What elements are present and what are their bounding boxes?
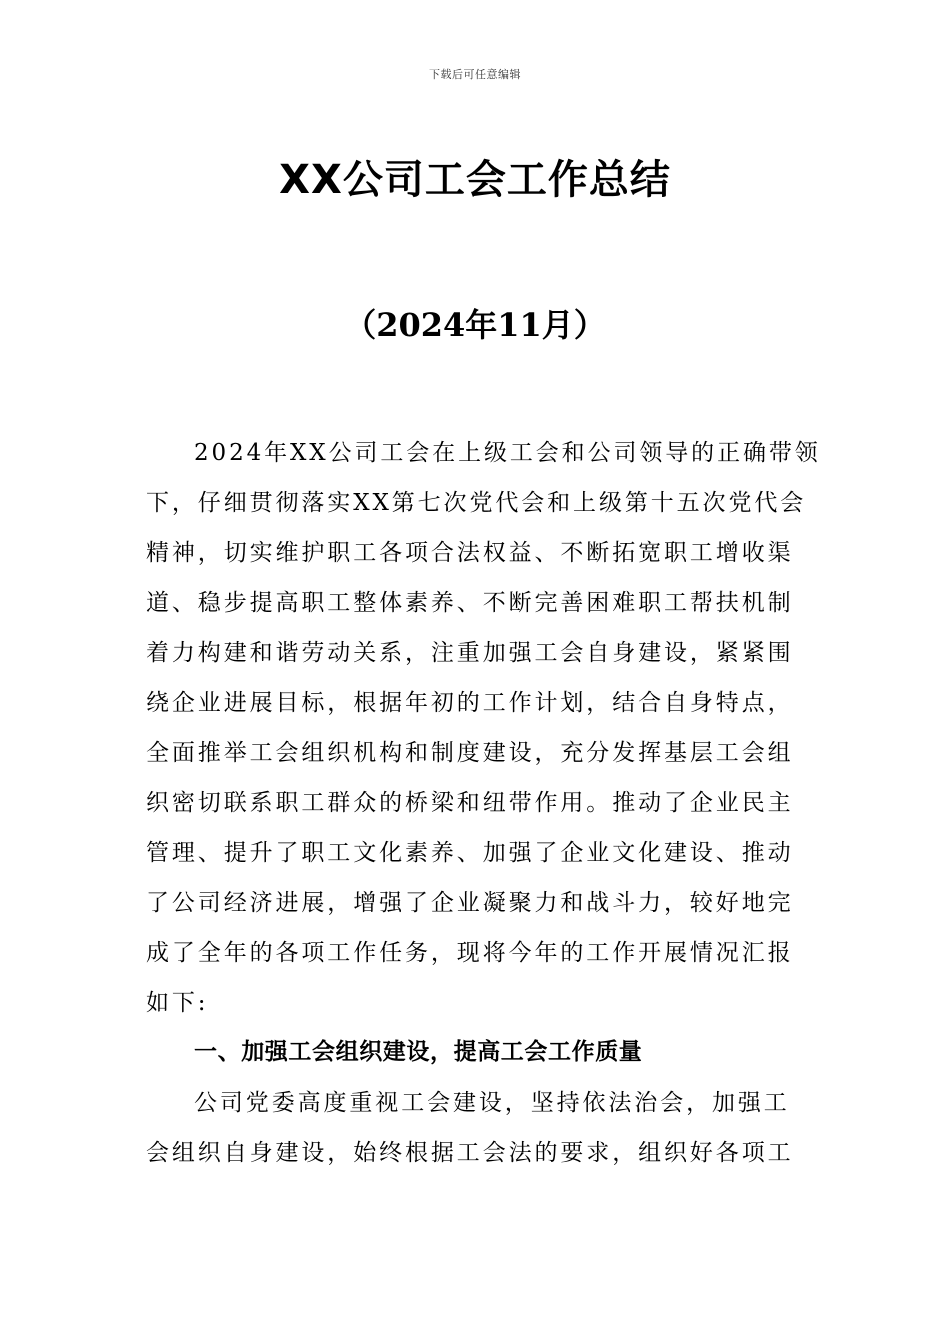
intro-paragraph (146, 428, 821, 1028)
paragraph-line: 管理、提升了职工文化素养、加强了企业文化建设、推动 (146, 840, 794, 866)
paragraph-line: 全面推举工会组织机构和制度建设，充分发挥基层工会组 (146, 740, 794, 766)
paragraph-line: 2024年XX公司工会在上级工会和公司领导的正确带领 (194, 440, 821, 466)
header-note: 下载后可任意编辑 (429, 68, 521, 81)
paragraph-line: 精神，切实维护职工各项合法权益、不断拓宽职工增收渠 (146, 540, 794, 566)
paragraph-line: 成了全年的各项工作任务，现将今年的工作开展情况汇报 (146, 940, 794, 966)
section-paragraph (146, 1078, 806, 1178)
paragraph-line: 绕企业进展目标，根据年初的工作计划，结合自身特点， (146, 690, 794, 716)
document-title: XX公司工会工作总结 (279, 157, 671, 203)
paragraph-line: 着力构建和谐劳动关系，注重加强工会自身建设，紧紧围 (146, 640, 794, 666)
paragraph-line: 下，仔细贯彻落实XX第七次党代会和上级第十五次党代会 (146, 490, 807, 516)
paragraph-line: 如下: (146, 990, 209, 1016)
paragraph-line: 公司党委高度重视工会建设，坚持依法治会，加强工 (194, 1090, 790, 1116)
section-heading: 一、加强工会组织建设，提高工会工作质量 (194, 1039, 643, 1065)
paragraph-line: 织密切联系职工群众的桥梁和纽带作用。推动了企业民主 (146, 790, 794, 816)
paragraph-line: 会组织自身建设，始终根据工会法的要求，组织好各项工 (146, 1140, 794, 1166)
paragraph-line: 了公司经济进展，增强了企业凝聚力和战斗力，较好地完 (146, 890, 794, 916)
document-date: （2024年11月） (344, 306, 606, 344)
paragraph-line: 道、稳步提高职工整体素养、不断完善困难职工帮扶机制 (146, 590, 794, 616)
